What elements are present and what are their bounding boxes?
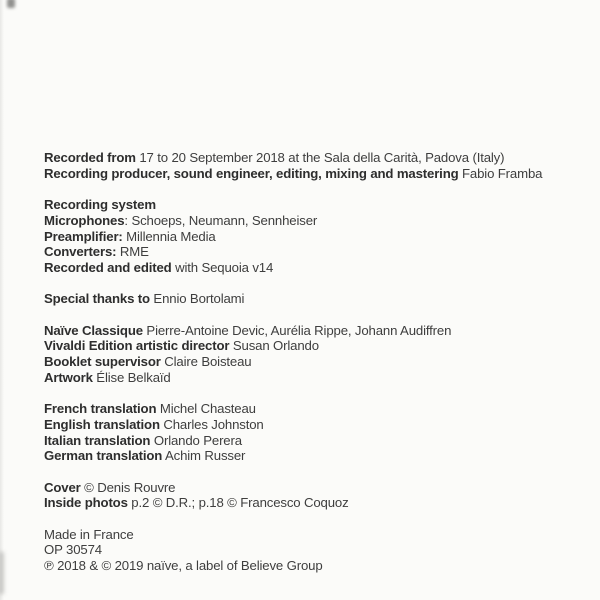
credit-value: 17 to 20 September 2018 at the Sala della Carità, Padova (Italy) xyxy=(135,150,505,165)
credit-line-preamplifier xyxy=(44,229,572,245)
credit-role: Recorded and edited xyxy=(44,259,172,275)
credit-role: Preamplifier: xyxy=(44,228,123,244)
credit-line-recorded-edited xyxy=(44,260,572,276)
credit-role: Recording system xyxy=(44,197,156,213)
credit-value: ℗ 2018 & © 2019 naïve, a label of Believe Group xyxy=(44,558,323,574)
credit-role: Inside photos xyxy=(44,495,128,511)
credit-value: Élise Belkaïd xyxy=(92,369,171,385)
credit-value: : Schoeps, Neumann, Sennheiser xyxy=(124,212,318,228)
section-label-team xyxy=(44,323,572,386)
credit-value: Orlando Perera xyxy=(150,432,242,448)
section-photo-credits xyxy=(44,480,572,511)
credit-role: Cover xyxy=(44,479,81,495)
scan-artifact-bottom-left xyxy=(0,552,4,594)
credit-value: Pierre-Antoine Devic, Aurélia Rippe, Johann Audiffren xyxy=(142,322,452,338)
credit-value: OP 30574 xyxy=(44,542,102,558)
credit-line-special-thanks xyxy=(44,291,572,307)
credits-text-block xyxy=(44,150,572,574)
credit-role: Italian translation xyxy=(44,432,151,448)
credit-value: Charles Johnston xyxy=(159,416,264,432)
scan-artifact-top-left xyxy=(7,0,15,8)
credit-value: Claire Boisteau xyxy=(160,354,252,370)
section-special-thanks xyxy=(44,291,572,307)
credit-value: Achim Russer xyxy=(162,448,246,464)
credit-line-inside-photos xyxy=(44,495,572,511)
credit-line-recording-producer xyxy=(44,166,572,182)
credit-line-cover-photo xyxy=(44,480,572,496)
credit-role: English translation xyxy=(44,416,160,432)
credit-line-converters xyxy=(44,244,572,260)
credit-value: Millennia Media xyxy=(122,228,216,244)
credit-line-german-translation xyxy=(44,448,572,464)
credit-line-french-translation xyxy=(44,401,572,417)
credit-value: with Sequoia v14 xyxy=(171,259,274,275)
credit-line-booklet-supervisor xyxy=(44,354,572,370)
section-translations xyxy=(44,401,572,464)
credit-value: © Denis Rouvre xyxy=(80,479,176,495)
credit-line-italian-translation xyxy=(44,433,572,449)
credit-role: German translation xyxy=(44,448,163,464)
credit-line-artwork xyxy=(44,370,572,386)
credit-role: Converters: xyxy=(44,244,117,260)
credit-value: Susan Orlando xyxy=(229,338,319,354)
imprint-made-in-france xyxy=(44,527,572,543)
section-recording-info xyxy=(44,150,572,181)
credit-role: Recorded from xyxy=(44,150,136,165)
credit-line-artistic-director xyxy=(44,338,572,354)
credit-line-recording-system xyxy=(44,197,572,213)
credit-line-microphones xyxy=(44,213,572,229)
imprint-catalog-number xyxy=(44,542,572,558)
credit-value: p.2 © D.R.; p.18 © Francesco Coquoz xyxy=(127,495,349,511)
credit-role: Vivaldi Edition artistic director xyxy=(44,338,230,354)
credit-role: Booklet supervisor xyxy=(44,354,161,370)
credit-line-naive-classique xyxy=(44,323,572,339)
credit-line-english-translation xyxy=(44,417,572,433)
credit-role: Special thanks to xyxy=(44,291,150,307)
credit-value: RME xyxy=(116,244,149,260)
credit-value: Made in France xyxy=(44,526,134,542)
credit-role: Microphones xyxy=(44,212,125,228)
credit-role: Recording producer, sound engineer, editing, mixing and mastering xyxy=(44,165,459,181)
imprint-copyright-line xyxy=(44,558,572,574)
credit-role: Artwork xyxy=(44,369,93,385)
credit-role: Naïve Classique xyxy=(44,322,143,338)
credit-line-recorded-from xyxy=(44,150,572,166)
credit-value: Ennio Bortolami xyxy=(149,291,245,307)
credit-role: French translation xyxy=(44,401,157,417)
section-imprint xyxy=(44,527,572,574)
credit-value: Michel Chasteau xyxy=(156,401,256,417)
scan-left-edge-shadow xyxy=(0,0,4,600)
credit-value: Fabio Framba xyxy=(458,165,543,181)
section-recording-system xyxy=(44,197,572,276)
